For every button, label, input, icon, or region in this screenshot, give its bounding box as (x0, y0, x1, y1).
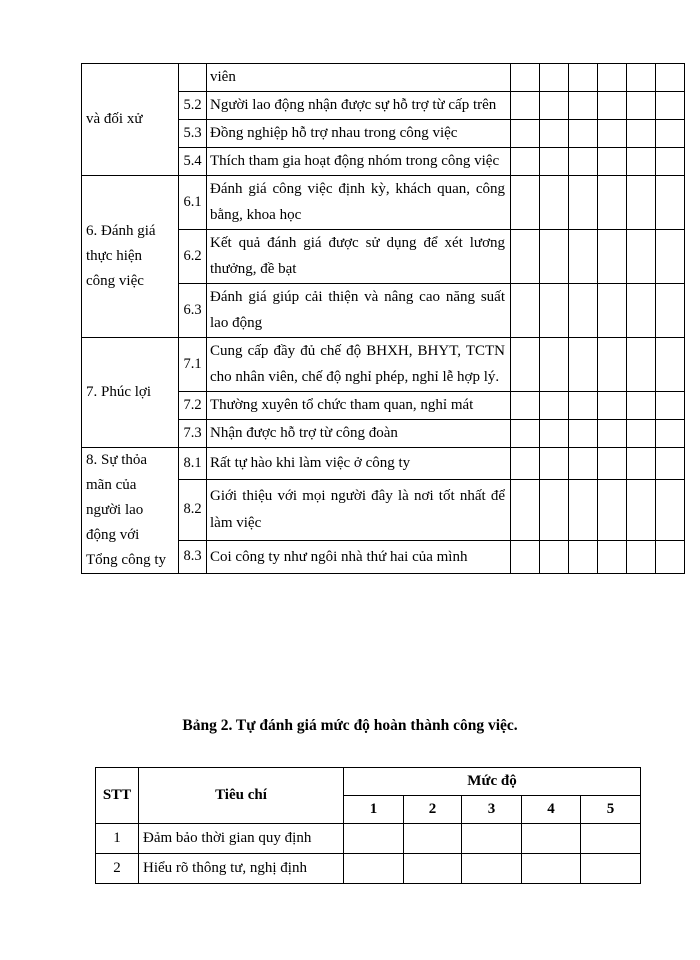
item-number: 7.1 (179, 337, 207, 391)
rating-cell[interactable] (569, 91, 598, 119)
table-row (82, 447, 685, 479)
rating-cell[interactable] (581, 824, 641, 854)
category-label: và đối xử (82, 64, 179, 176)
rating-cell[interactable] (656, 64, 685, 92)
item-number: 5.3 (179, 119, 207, 147)
item-text: Coi công ty như ngôi nhà thứ hai của mình (207, 541, 511, 573)
rating-cell[interactable] (656, 337, 685, 391)
item-text: Đánh giá giúp cải thiện và nâng cao năng suất lao động (207, 283, 511, 337)
item-text: Giới thiệu với mọi người đây là nơi tốt nhất để làm việc (207, 479, 511, 541)
item-text: Kết quả đánh giá được sử dụng để xét lương thưởng, đề bạt (207, 229, 511, 283)
rating-cell[interactable] (511, 283, 540, 337)
table2-title: Bảng 2. Tự đánh giá mức độ hoàn thành công việc. (182, 717, 518, 734)
rating-cell[interactable] (627, 391, 656, 419)
rating-cell[interactable] (540, 479, 569, 541)
rating-cell[interactable] (598, 175, 627, 229)
header-level-3: 3 (462, 796, 522, 824)
rating-cell[interactable] (627, 447, 656, 479)
rating-cell[interactable] (627, 419, 656, 447)
rating-cell[interactable] (569, 391, 598, 419)
rating-cell[interactable] (540, 337, 569, 391)
row-stt: 1 (96, 824, 139, 854)
row-stt: 2 (96, 854, 139, 884)
rating-cell[interactable] (569, 64, 598, 92)
category-label: 6. Đánh giá thực hiện công việc (82, 175, 179, 337)
rating-cell[interactable] (540, 447, 569, 479)
rating-cell[interactable] (511, 479, 540, 541)
item-text: Đánh giá công việc định kỳ, khách quan, công bằng, khoa học (207, 175, 511, 229)
rating-cell[interactable] (540, 419, 569, 447)
table-row (82, 64, 685, 92)
rating-cell[interactable] (569, 283, 598, 337)
rating-cell[interactable] (569, 419, 598, 447)
rating-cell[interactable] (598, 119, 627, 147)
rating-cell[interactable] (656, 119, 685, 147)
rating-cell[interactable] (627, 175, 656, 229)
rating-cell[interactable] (462, 854, 522, 884)
row-criteria: Hiểu rõ thông tư, nghị định (139, 854, 344, 884)
rating-cell[interactable] (627, 541, 656, 573)
item-number: 7.3 (179, 419, 207, 447)
header-stt: STT (96, 768, 139, 824)
table-row (96, 824, 641, 854)
rating-cell[interactable] (540, 91, 569, 119)
rating-cell[interactable] (344, 854, 404, 884)
rating-cell[interactable] (511, 91, 540, 119)
rating-cell[interactable] (511, 419, 540, 447)
rating-cell[interactable] (598, 479, 627, 541)
rating-cell[interactable] (511, 229, 540, 283)
rating-cell[interactable] (540, 283, 569, 337)
rating-cell[interactable] (511, 391, 540, 419)
item-text: Thích tham gia hoạt động nhóm trong công việc (207, 147, 511, 175)
rating-cell[interactable] (540, 64, 569, 92)
rating-cell[interactable] (404, 824, 462, 854)
rating-cell[interactable] (598, 337, 627, 391)
survey-table (81, 63, 685, 574)
table-row (82, 337, 685, 391)
rating-cell[interactable] (511, 64, 540, 92)
rating-cell[interactable] (598, 419, 627, 447)
category-label: 8. Sự thỏa mãn của người lao động với Tổng công ty (82, 447, 179, 573)
item-text: Rất tự hào khi làm việc ở công ty (207, 447, 511, 479)
rating-cell[interactable] (511, 147, 540, 175)
item-number: 6.3 (179, 283, 207, 337)
rating-cell[interactable] (569, 175, 598, 229)
item-text: viên (207, 64, 511, 92)
rating-cell[interactable] (656, 175, 685, 229)
item-text: Đồng nghiệp hỗ trợ nhau trong công việc (207, 119, 511, 147)
header-level-2: 2 (404, 796, 462, 824)
rating-cell[interactable] (627, 337, 656, 391)
rating-cell[interactable] (656, 229, 685, 283)
rating-cell[interactable] (511, 119, 540, 147)
rating-cell[interactable] (656, 91, 685, 119)
rating-cell[interactable] (569, 447, 598, 479)
rating-cell[interactable] (627, 91, 656, 119)
rating-cell[interactable] (656, 419, 685, 447)
rating-cell[interactable] (627, 64, 656, 92)
rating-cell[interactable] (511, 447, 540, 479)
row-criteria: Đảm bảo thời gian quy định (139, 824, 344, 854)
rating-cell[interactable] (656, 283, 685, 337)
rating-cell[interactable] (581, 854, 641, 884)
rating-cell[interactable] (569, 337, 598, 391)
header-criteria: Tiêu chí (139, 768, 344, 824)
item-number: 6.1 (179, 175, 207, 229)
rating-cell[interactable] (540, 541, 569, 573)
rating-cell[interactable] (344, 824, 404, 854)
item-text: Thường xuyên tổ chức tham quan, nghỉ mát (207, 391, 511, 419)
rating-cell[interactable] (598, 64, 627, 92)
header-level-1: 1 (344, 796, 404, 824)
rating-cell[interactable] (598, 541, 627, 573)
rating-cell[interactable] (627, 283, 656, 337)
rating-cell[interactable] (627, 147, 656, 175)
rating-cell[interactable] (540, 119, 569, 147)
rating-cell[interactable] (522, 854, 581, 884)
header-level-4: 4 (522, 796, 581, 824)
rating-cell[interactable] (511, 175, 540, 229)
table-row (96, 854, 641, 884)
rating-cell[interactable] (656, 447, 685, 479)
rating-cell[interactable] (404, 854, 462, 884)
rating-cell[interactable] (656, 479, 685, 541)
item-number (179, 64, 207, 92)
item-text: Nhận được hỗ trợ từ công đoàn (207, 419, 511, 447)
rating-cell[interactable] (656, 541, 685, 573)
rating-cell[interactable] (627, 229, 656, 283)
rating-cell[interactable] (540, 147, 569, 175)
item-number: 7.2 (179, 391, 207, 419)
rating-cell[interactable] (511, 541, 540, 573)
self-assessment-table (95, 767, 641, 884)
rating-cell[interactable] (569, 147, 598, 175)
rating-cell[interactable] (598, 391, 627, 419)
item-number: 6.2 (179, 229, 207, 283)
rating-cell[interactable] (569, 541, 598, 573)
header-level: Mức độ (344, 768, 641, 796)
rating-cell[interactable] (522, 824, 581, 854)
rating-cell[interactable] (569, 119, 598, 147)
rating-cell[interactable] (462, 824, 522, 854)
rating-cell[interactable] (598, 447, 627, 479)
rating-cell[interactable] (511, 337, 540, 391)
rating-cell[interactable] (598, 147, 627, 175)
item-number: 5.4 (179, 147, 207, 175)
item-number: 5.2 (179, 91, 207, 119)
item-number: 8.1 (179, 447, 207, 479)
rating-cell[interactable] (569, 229, 598, 283)
rating-cell[interactable] (598, 229, 627, 283)
table-row (82, 175, 685, 229)
item-number: 8.3 (179, 541, 207, 573)
header-level-5: 5 (581, 796, 641, 824)
item-text: Người lao động nhận được sự hỗ trợ từ cấp trên (207, 91, 511, 119)
rating-cell[interactable] (540, 175, 569, 229)
rating-cell[interactable] (540, 229, 569, 283)
rating-cell[interactable] (656, 147, 685, 175)
rating-cell[interactable] (627, 119, 656, 147)
item-number: 8.2 (179, 479, 207, 541)
rating-cell[interactable] (598, 91, 627, 119)
rating-cell[interactable] (627, 479, 656, 541)
item-text: Cung cấp đầy đủ chế độ BHXH, BHYT, TCTN cho nhân viên, chế độ nghỉ phép, nghỉ lễ hợp lý. (207, 337, 511, 391)
rating-cell[interactable] (540, 391, 569, 419)
category-label: 7. Phúc lợi (82, 337, 179, 447)
rating-cell[interactable] (598, 283, 627, 337)
rating-cell[interactable] (656, 391, 685, 419)
rating-cell[interactable] (569, 479, 598, 541)
